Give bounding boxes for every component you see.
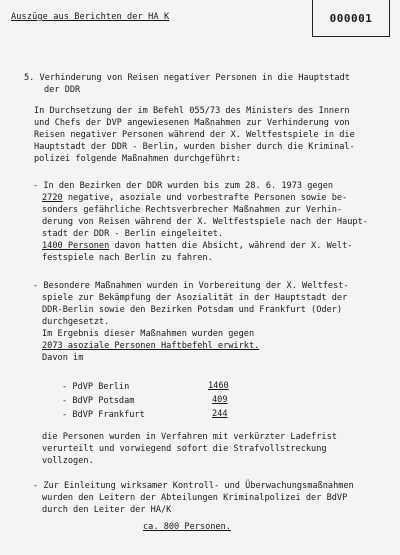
bullet-1-line-text: davon hatten die Absicht, während der X. Welt- bbox=[109, 241, 353, 251]
document-number-box: 000001 bbox=[312, 0, 390, 37]
section-heading: 5. Verhinderung von Reisen negativer Personen in die Hauptstadt bbox=[24, 73, 350, 83]
total-persons: ca. 800 Personen. bbox=[143, 522, 231, 532]
intro-paragraph-line: In Durchsetzung der im Befehl 055/73 des Ministers des Innern bbox=[34, 106, 350, 116]
bullet-2-line: die Personen wurden in Verfahren mit verkürzter Ladefrist bbox=[42, 432, 337, 442]
section-heading-continued: der DDR bbox=[44, 85, 81, 95]
count-2720: 2720 bbox=[42, 193, 63, 203]
bullet-1-line: - In den Bezirken der DDR wurden bis zum 28. 6. 1973 gegen bbox=[33, 181, 334, 191]
district-value: 244 bbox=[212, 409, 228, 419]
bullet-1-line-text: negative, asoziale und vorbestrafte Personen sowie be- bbox=[62, 193, 348, 203]
count-1400-persons: 1400 Personen bbox=[42, 241, 110, 251]
davon-label: Davon im bbox=[42, 353, 84, 363]
bullet-3-line: - Zur Einleitung wirksamer Kontroll- und Überwachungsmaßnahmen bbox=[33, 481, 354, 491]
document-header: Auszüge aus Berichten der HA K bbox=[11, 12, 170, 22]
intro-paragraph-line: polizei folgende Maßnahmen durchgeführt: bbox=[34, 154, 241, 164]
bullet-2-line: spiele zur Bekämpfung der Asozialität in der Hauptstadt der bbox=[42, 293, 348, 303]
district-label: - BdVP Potsdam bbox=[62, 396, 135, 406]
bullet-1-line: stadt der DDR - Berlin eingeleitet. bbox=[42, 229, 224, 239]
bullet-1-line bbox=[42, 192, 347, 204]
district-label: - BdVP Frankfurt bbox=[62, 410, 145, 420]
bullet-1-line bbox=[42, 240, 352, 252]
bullet-2-line: DDR-Berlin sowie den Bezirken Potsdam und Frankfurt (Oder) bbox=[42, 305, 343, 315]
bullet-2-line: vollzogen. bbox=[42, 456, 94, 466]
bullet-3-line: wurden den Leitern der Abteilungen Kriminalpolizei der BdVP bbox=[42, 493, 348, 503]
bullet-3-line: durch den Leiter der HA/K bbox=[42, 505, 172, 515]
count-2073-persons: 2073 asoziale Personen Haftbefehl erwirkt. bbox=[42, 341, 260, 351]
bullet-1-line: derung von Reisen während der X. Weltfestspiele nach der Haupt- bbox=[42, 217, 368, 227]
district-value: 1460 bbox=[208, 381, 229, 391]
district-label: - PdVP Berlin bbox=[62, 382, 130, 392]
bullet-2-line: durchgesetzt. bbox=[42, 317, 110, 327]
intro-paragraph-line: Reisen negativer Personen während der X. Weltfestspiele in die bbox=[34, 130, 355, 140]
bullet-1-line: festspiele nach Berlin zu fahren. bbox=[42, 253, 213, 263]
bullet-2-line: verurteilt und vorwiegend sofort die Strafvollstreckung bbox=[42, 444, 327, 454]
bullet-2-line: - Besondere Maßnahmen wurden in Vorbereitung der X. Weltfest- bbox=[33, 281, 349, 291]
bullet-2-line: Im Ergebnis dieser Maßnahmen wurden gegen bbox=[42, 329, 255, 339]
intro-paragraph-line: Hauptstadt der DDR - Berlin, wurden bisher durch die Kriminal- bbox=[34, 142, 355, 152]
intro-paragraph-line: und Chefs der DVP angewiesenen Maßnahmen zur Verhinderung von bbox=[34, 118, 350, 128]
bullet-1-line: sonders gefährliche Rechtsverbrecher Maßnahmen zur Verhin- bbox=[42, 205, 343, 215]
district-value: 409 bbox=[212, 395, 228, 405]
